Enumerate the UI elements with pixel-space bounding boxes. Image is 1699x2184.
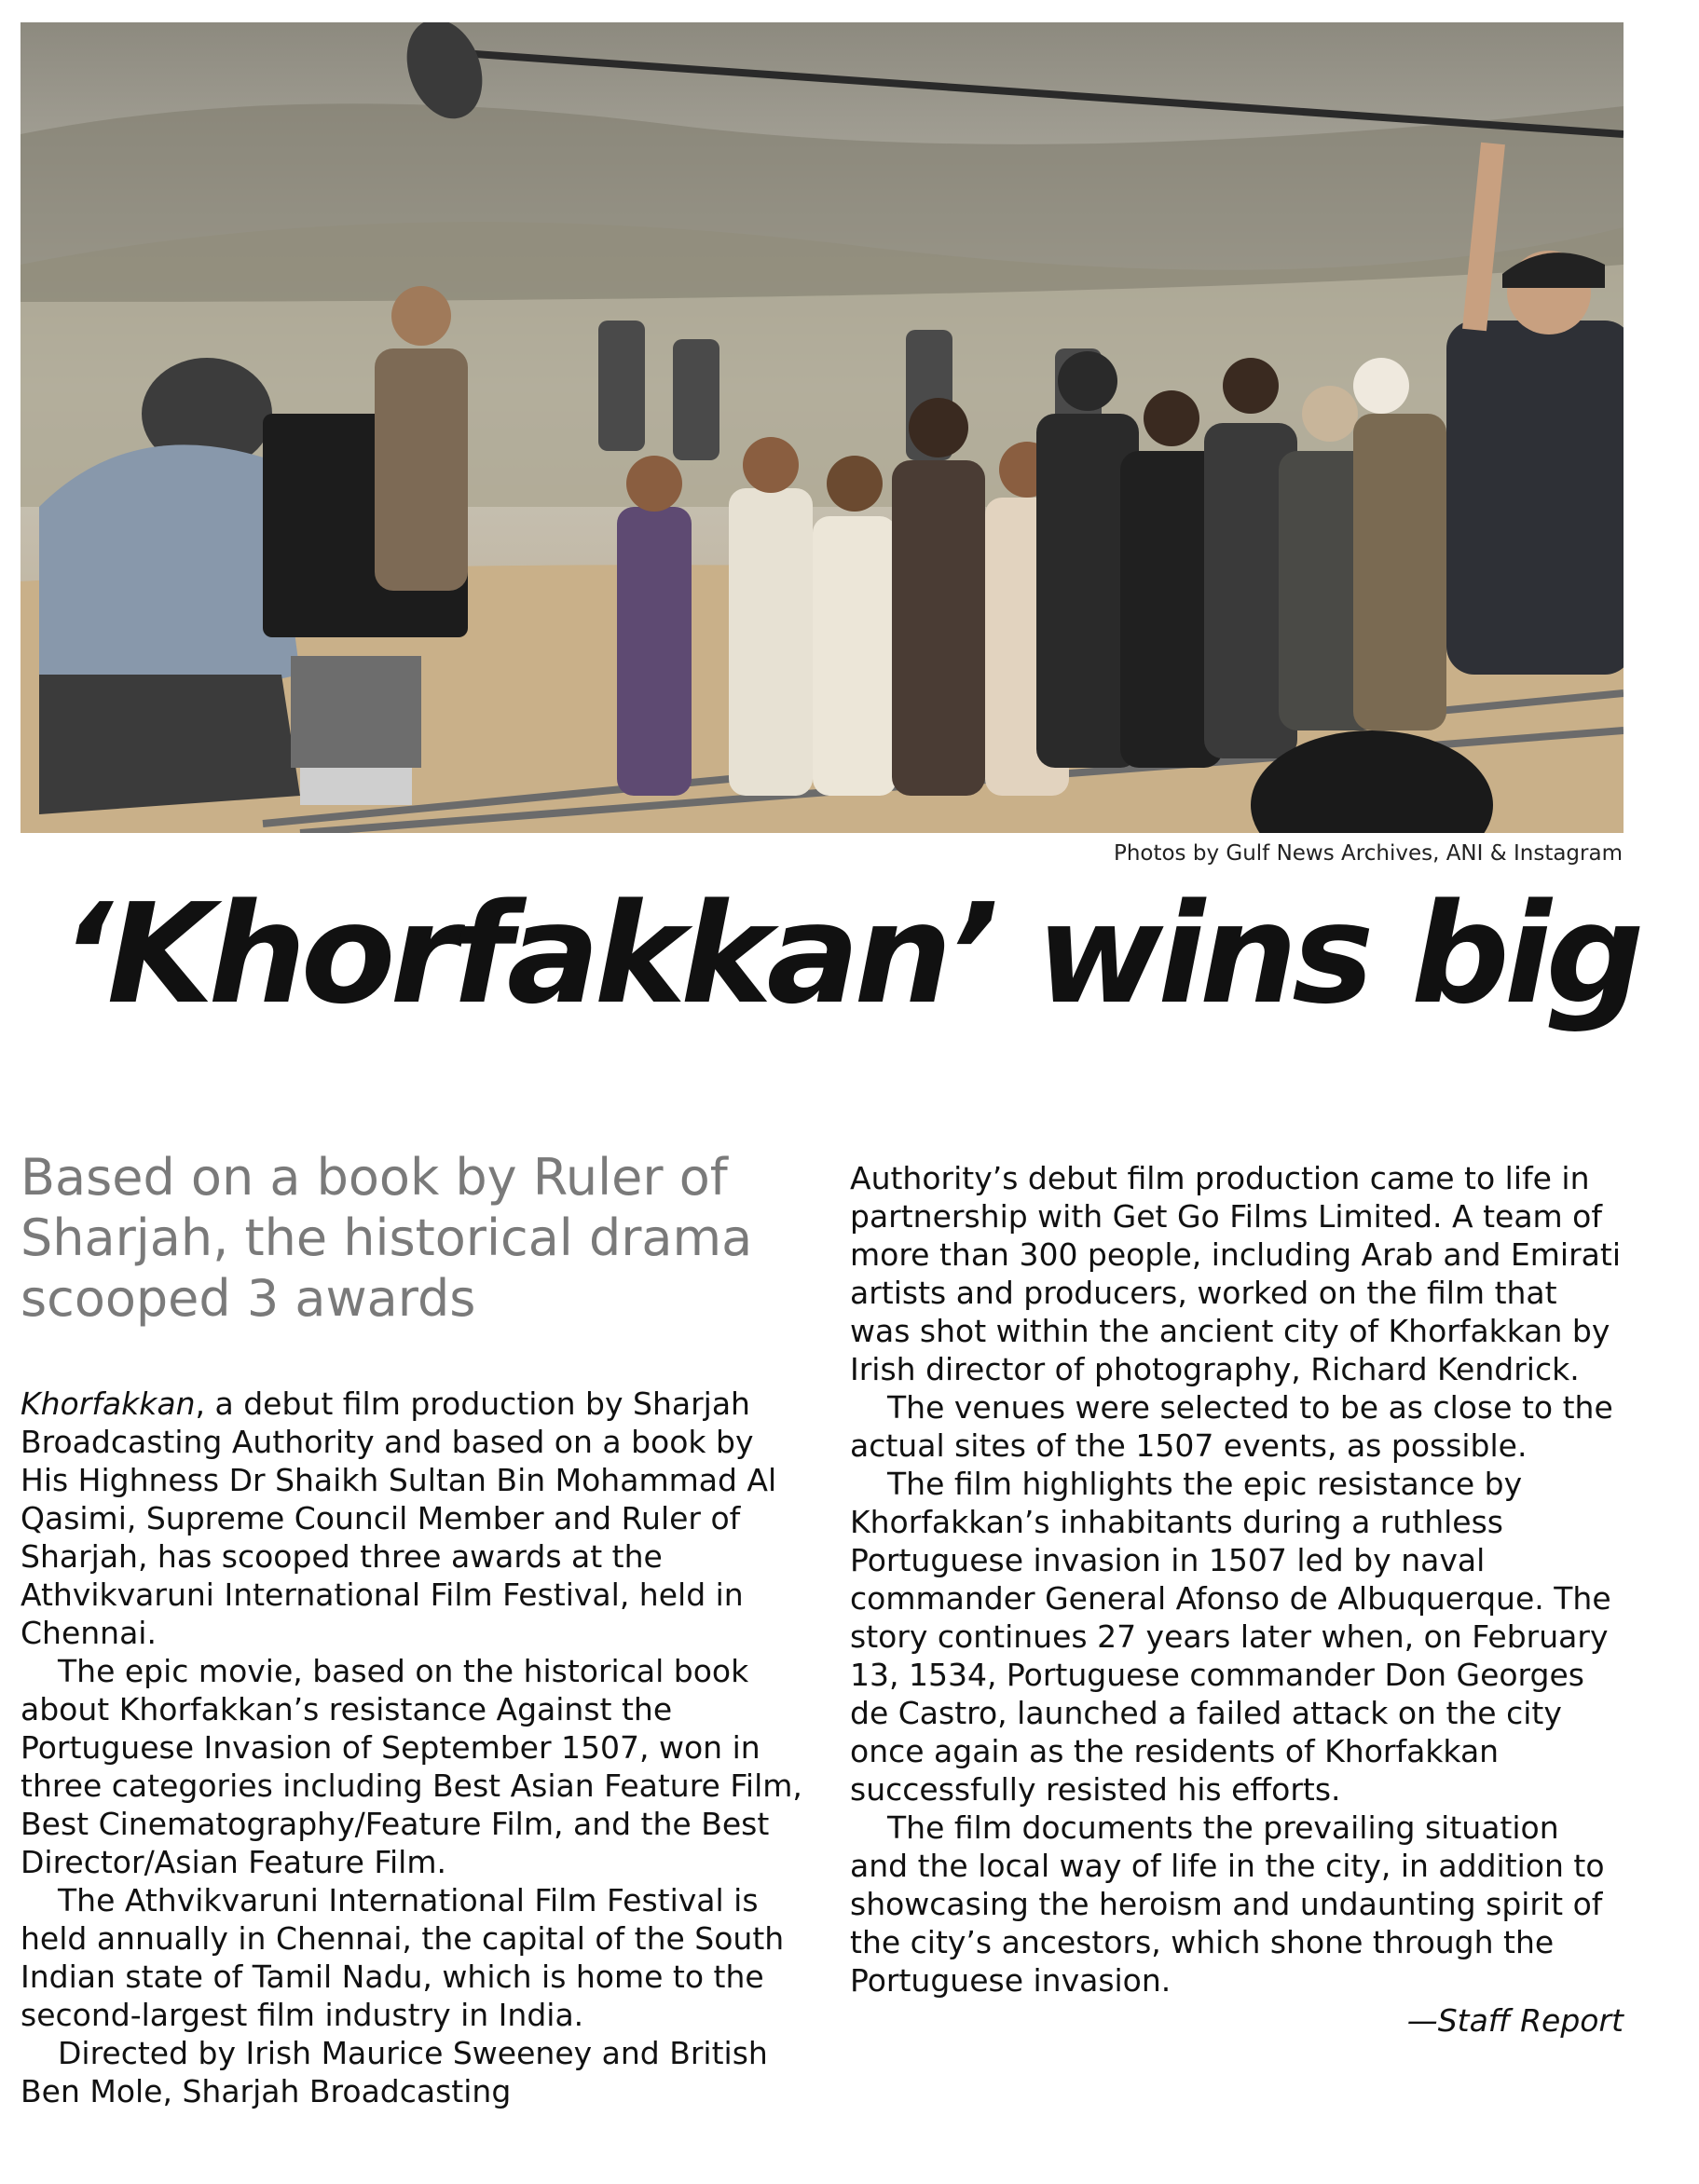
film-set-image [21, 22, 1624, 833]
article-column-1 [21, 1385, 803, 2110]
film-title: Khorfakkan [21, 1385, 196, 1422]
article-paragraph: Directed by Irish Maurice Sweeney and British Ben Mole, Sharjah Broadcasting [21, 2035, 768, 2109]
article-paragraph: The epic movie, based on the historical book about Khorfakkan’s resistance Against the Portuguese Invasion of September 1507, won in three categories including Best Asian Feature Film, Best Cinematography/Feature Film, and the Best Director/Asian Feature Film. [21, 1653, 802, 1880]
article-paragraph: The film highlights the epic resistance by Khorfakkan’s inhabitants during a ruthless Portuguese invasion in 1507 led by naval commander General Afonso de Albuquerque. The story continues 27 years later when, on February 13, 1534, Portuguese commander Don Georges de Castro, launched a failed attack on the city once again as the residents of Khorfakkan successfully resisted his efforts. [850, 1466, 1611, 1808]
article-photo [21, 22, 1624, 833]
article-paragraph: The Athvikvaruni International Film Festival is held annually in Chennai, the capital of the South Indian state of Tamil Nadu, which is home to the second-largest film industry in India. [21, 1882, 785, 2033]
article-paragraph: Authority’s debut film production came to life in partnership with Get Go Films Limited. A team of more than 300 people, including Arab and Emirati artists and producers, worked on the film that was shot within the ancient city of Khorfakkan by Irish director of photography, Richard Kendrick. [850, 1160, 1621, 1387]
article-paragraph [21, 1385, 803, 1652]
article-paragraph: The film documents the prevailing situation and the local way of life in the city, in addition to showcasing the heroism and undaunting spirit of the city’s ancestors, which shone through the Portuguese invasion. [850, 1809, 1605, 1999]
article-paragraph: The venues were selected to be as close to the actual sites of the 1507 events, as possible. [850, 1389, 1613, 1464]
headline: ‘Khorfakkan’ wins big [60, 874, 1639, 1034]
paragraph-text: , a debut film production by Sharjah Broadcasting Authority and based on a book by His Highness Dr Shaikh Sultan Bin Mohammad Al Qasimi, Supreme Council Member and Ruler of Sharjah, has scooped three awards at the Athvikvaruni International Film Festival, held in Chennai. [21, 1385, 777, 1651]
deck-subheadline: Based on a book by Ruler of Sharjah, the historical drama scooped 3 awards [21, 1148, 753, 1328]
byline: —Staff Report [1406, 2002, 1624, 2039]
article-column-2 [850, 1159, 1624, 2040]
photo-credit: Photos by Gulf News Archives, ANI & Instagram [1113, 841, 1623, 866]
